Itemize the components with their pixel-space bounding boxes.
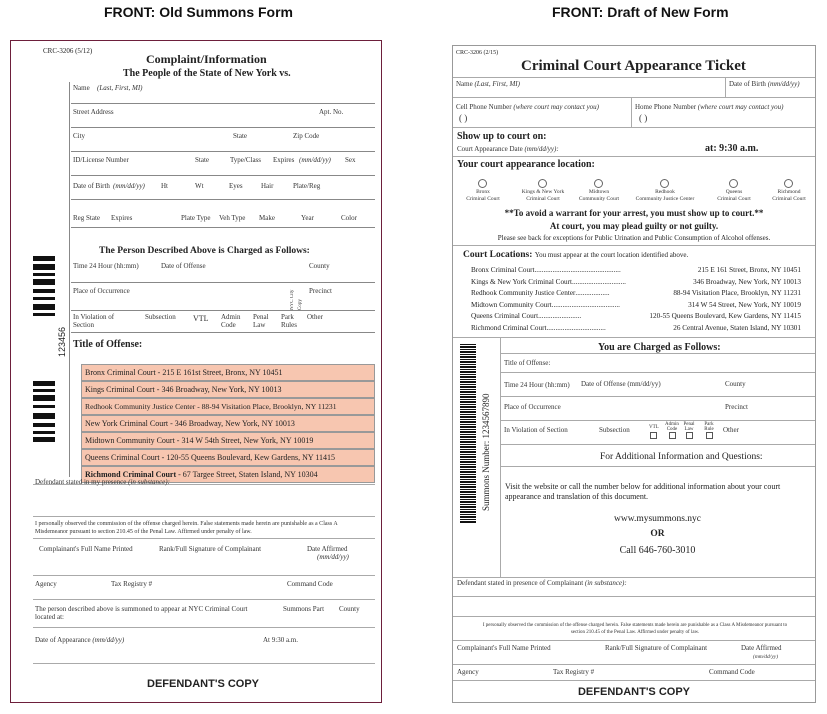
new-summons-form: CRC-3206 (2/15) Criminal Court Appearance Ticket Name (Last, First, MI) Date of Birth (mm/dd/yy) Cell Phone Number (where court may contact you) ( ) Home Phone Number (where court may contact you) ( ) Show up to court on: Court Appearance Date (mm/dd/yy): at: 9:30 a.m. Your court appearance location: Bronx Criminal Court Kings & New York Criminal Court Midtown Community Court Redhook Community Justice Center Queens Criminal Court Richmond Criminal Court **To avoid a warrant for your arrest, you must show up to court.** At court, you may plead guilty or not guilty. Please see back for exceptions for Public Urination and Public Consumption of Alcohol offenses. Court Locations: You must appear at the court location identified above. Bronx Criminal Court ................................................ 215 E 161 Street, Bronx, NY 10451 Kings & New York Criminal Court .............................. 346 Broadway, New York, NY 10013 Redhook Community Justice Center ................... 88-94 Visitation Place, Brooklyn, NY 11231 Midtown Community Court ...................................... 314 W 54 Street, New York, NY 10019 Queens Criminal Court ........................ 120-55 Queens Boulevard, Kew Gardens, NY 11415 Richmond Criminal Court ................................. 26 Central Avenue, Staten Island, NY 10301 Summons Number: 1234567890 You are Charged as Follows: Title of Offense: Time 24 Hour (hh:mm) Date of Offense (mm/dd/yy) County Place of Occurrence Precinct In Violation of Section Subsection VTL Admin Code Penal Law Park Rule Other For Additional Information and Questions: Visit the website or call the number below for additional information about your court appearance and translation of this document. www.mysummons.nyc OR Call 646-760-3010 Defendant stated in presence of Complainant (in substance): I personally observed the commission of the offense charged herein. False statements made herein are punishable as a Class A Misdemeanor pursuant to section 210.45 of the Penal Law. Affirmed under penalty of law. Complainant's Full Name Printed Rank/Full Signature of Complainant Date Affirmed (mm/dd/yy) Agency Tax Registry # Command Code DEFENDANT'S COPY [452, 45, 816, 703]
form-subtitle: The People of the State of New York vs. [123, 68, 291, 79]
defendants-copy-label: DEFENDANT'S COPY [147, 678, 260, 690]
other-field[interactable]: Other [723, 426, 739, 434]
dob-row[interactable]: Date of Birth (mm/dd/yy) Ht Wt Eyes Hair Plate/Reg [71, 176, 375, 200]
agency-field[interactable]: Agency [457, 668, 479, 676]
charged-heading: The Person Described Above is Charged as Follows: [99, 246, 310, 256]
radio-bronx[interactable] [478, 179, 487, 188]
registration-row[interactable]: Reg State Expires Plate Type Veh Type Make Year Color [71, 200, 375, 228]
list-item: Kings & New York Criminal Court .............................. 346 Broadway, New York, NY 10013 [471, 277, 801, 286]
charged-heading: You are Charged as Follows: [598, 342, 721, 353]
warning-line-2: At court, you may plead guilty or not guilty. [549, 221, 719, 231]
tax-registry-field[interactable]: Tax Registry # [553, 668, 595, 676]
exceptions-note: Please see back for exceptions for Public Urination and Public Consumption of Alcohol offenses. [497, 234, 771, 242]
affirmation-text: I personally observed the commission of the offense charged herein. False statements made herein are punishable as a Class A Misdemeanor pursuant to section 210.45 of the Penal Law. Affirmed under penalty of law. [482, 623, 788, 635]
list-item: Queens Criminal Court ........................ 120-55 Queens Boulevard, Kew Gardens, NY 11415 [471, 312, 801, 320]
old-form-header: FRONT: Old Summons Form [104, 4, 293, 20]
defendant-stated-label: Defendant stated in presence of Complainant (in substance): [457, 579, 627, 587]
rank-signature-field[interactable]: Rank/Full Signature of Complainant [159, 545, 262, 553]
command-code-field[interactable]: Command Code [709, 668, 755, 676]
list-item: Bronx Criminal Court ................................................ 215 E 161 Street, Bronx, NY 10451 [471, 266, 801, 274]
visit-text: Visit the website or call the number below for additional information about your court appearance and translation of this document. [505, 482, 781, 501]
name-field[interactable]: Name (Last, First, MI) [456, 80, 520, 88]
violation-field[interactable]: In Violation of Section [504, 426, 568, 434]
rank-signature-field[interactable]: Rank/Full Signature of Complainant [605, 644, 708, 652]
or-label: OR [650, 529, 665, 539]
place-field[interactable]: Place of Occurrence [504, 403, 561, 411]
violation-row[interactable]: In Violation of Section Subsection VTL Admin Code Penal Law Park Rules Other [71, 311, 375, 333]
statement-field[interactable] [453, 596, 815, 597]
court-locations-heading: Court Locations: You must appear at the court location identified above. [463, 250, 689, 260]
warning-line-1: **To avoid a warrant for your arrest, you must show up to court.** [504, 208, 764, 218]
court-option-new-york[interactable]: New York Criminal Court - 346 Broadway, New York, NY 10013 [81, 415, 375, 432]
street-address-field[interactable]: Street Address Apt. No. [71, 104, 375, 128]
summons-number: Summons Number: 1234567890 [481, 393, 491, 511]
time-date-row[interactable]: Time 24 Hour (hh:mm) Date of Offense County [71, 259, 375, 283]
court-locations-list [471, 265, 801, 334]
form-title: Complaint/Information [146, 52, 267, 66]
precinct-field[interactable]: Precinct [725, 403, 748, 411]
county-field[interactable]: County [725, 380, 746, 388]
complainant-name-field[interactable]: Complainant's Full Name Printed [39, 545, 133, 553]
vtl-checkbox[interactable] [650, 432, 657, 439]
time-field[interactable]: Time 24 Hour (hh:mm) [504, 381, 570, 389]
form-code: CRC-3206 (2/15) [456, 50, 499, 56]
dob-field[interactable]: Date of Birth (mm/dd/yy) [729, 80, 800, 88]
defendant-stated-label: Defendant stated in my presence (in substance): [35, 478, 170, 486]
court-option-midtown[interactable]: Midtown Community Court - 314 W 54th Street, New York, NY 10019 [81, 432, 375, 449]
additional-info-heading: For Additional Information and Questions: [600, 452, 763, 462]
date-of-offense-field[interactable]: Date of Offense (mm/dd/yy) [581, 380, 661, 388]
list-item: Midtown Community Court ...................................... 314 W 54 Street, New York, NY 10019 [471, 300, 801, 309]
show-up-heading: Show up to court on: [457, 131, 547, 142]
radio-midtown[interactable] [594, 179, 603, 188]
radio-kings-new-york[interactable] [538, 179, 547, 188]
radio-redhook[interactable] [660, 179, 669, 188]
list-item: Richmond Criminal Court ................................. 26 Central Avenue, Staten Island, NY 10301 [471, 323, 801, 332]
appearance-date-field[interactable]: Date of Appearance (mm/dd/yy) [35, 636, 125, 644]
name-field[interactable]: Name (Last, First, MI) [71, 82, 375, 104]
city-row[interactable]: City State Zip Code [71, 128, 375, 152]
command-code-field[interactable]: Command Code [287, 580, 333, 588]
old-summons-form [10, 40, 382, 703]
tax-registry-field[interactable]: Tax Registry # [111, 580, 153, 588]
court-option-kings[interactable]: Kings Criminal Court - 346 Broadway, New York, NY 10013 [81, 381, 375, 398]
website-link[interactable]: www.mysummons.nyc [614, 514, 701, 524]
title-of-offense-field[interactable]: Title of Offense: [504, 359, 551, 367]
court-option-queens[interactable]: Queens Criminal Court - 120-55 Queens Boulevard, Kew Gardens, NY 11415 [81, 449, 375, 466]
place-row[interactable]: Place of Occurrence NYC City Copy Precinct [71, 283, 375, 311]
new-form-header: FRONT: Draft of New Form [552, 4, 729, 20]
court-option-bronx[interactable]: Bronx Criminal Court - 215 E 161st Street, Bronx, NY 10451 [81, 364, 375, 381]
form-title: Criminal Court Appearance Ticket [521, 58, 746, 74]
cell-phone-field[interactable]: Cell Phone Number (where court may contact you) [456, 103, 600, 111]
statement-field[interactable] [33, 516, 375, 517]
list-item: Redhook Community Justice Center ................... 88-94 Visitation Place, Brooklyn, NY 11231 [471, 289, 801, 297]
barcode-number: 123456 [57, 327, 67, 358]
form-code: CRC-3206 (5/12) [43, 47, 93, 55]
location-heading: Your court appearance location: [457, 159, 595, 170]
id-license-row[interactable]: ID/License Number State Type/Class Expires (mm/dd/yy) Sex [71, 152, 375, 176]
date-affirmed-field[interactable]: Date Affirmed (mm/dd/yy) [741, 644, 782, 660]
time-label: At 9:30 a.m. [263, 636, 298, 644]
park-rule-checkbox[interactable] [706, 432, 713, 439]
defendants-copy-label: DEFENDANT'S COPY [577, 686, 690, 698]
summoned-text: The person described above is summoned to appear at NYC Criminal Court located at: [35, 605, 248, 621]
time-label: at: 9:30 a.m. [705, 143, 759, 154]
agency-field[interactable]: Agency [35, 580, 57, 588]
county-field[interactable]: County [339, 605, 360, 613]
summons-part-field[interactable]: Summons Part [283, 605, 325, 613]
radio-queens[interactable] [729, 179, 738, 188]
phone-number: Call 646-760-3010 [619, 545, 696, 556]
complainant-name-field[interactable]: Complainant's Full Name Printed [457, 644, 551, 652]
home-phone-field[interactable]: Home Phone Number (where court may contact you) [635, 103, 784, 111]
radio-richmond[interactable] [784, 179, 793, 188]
court-option-richmond[interactable]: Richmond Criminal Court - 67 Targee Street, Staten Island, NY 10304 [81, 466, 375, 483]
admin-code-checkbox[interactable] [669, 432, 676, 439]
subsection-field[interactable]: Subsection [599, 426, 630, 434]
penal-law-checkbox[interactable] [686, 432, 693, 439]
court-option-redhook[interactable]: Redhook Community Justice Center - 88-94 Visitation Place, Brooklyn, NY 11231 [81, 398, 375, 415]
appearance-date-field[interactable]: Court Appearance Date (mm/dd/yy): [457, 145, 559, 153]
barcode [460, 344, 476, 524]
affirmation-text: I personally observed the commission of the offense charged herein. False statements made herein are punishable as a Class A Misdemeanor pursuant to section 210.45 of the Penal Law. Affirmed under penalty of law. [35, 521, 338, 535]
title-of-offense: Title of Offense: [73, 339, 143, 350]
date-affirmed-field[interactable]: Date Affirmed (mm/dd/yy) [307, 545, 349, 561]
